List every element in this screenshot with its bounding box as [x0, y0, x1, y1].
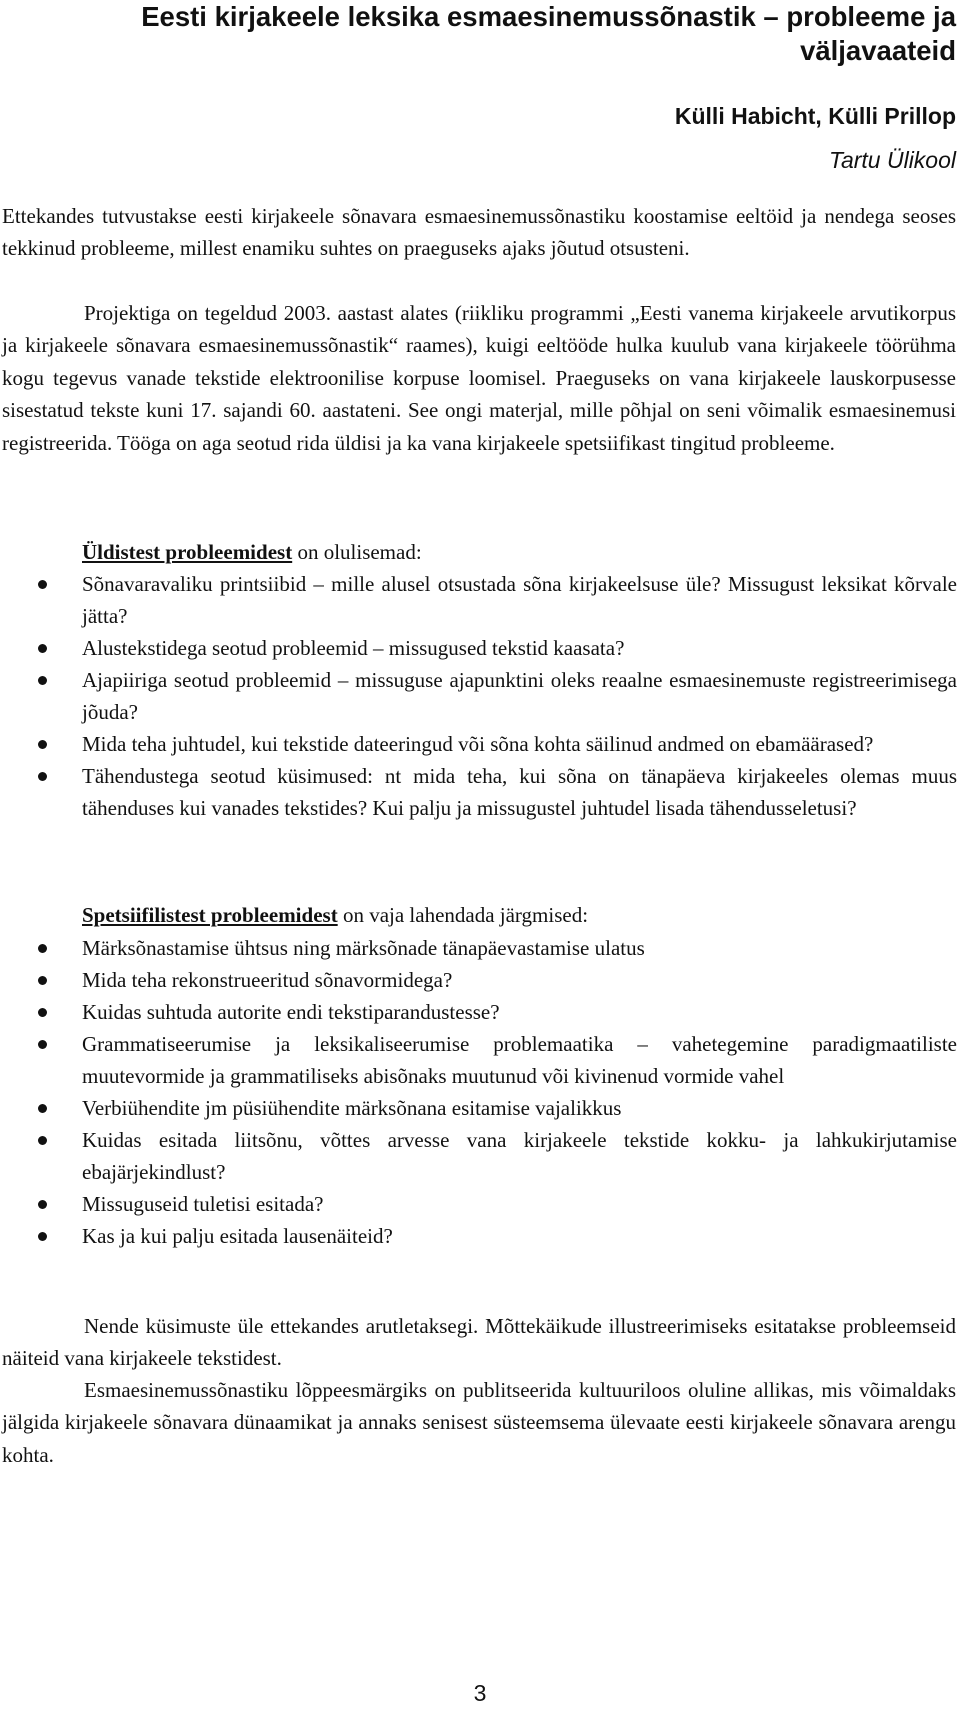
list-item: Missuguseid tuletisi esitada?: [0, 1188, 957, 1220]
list-item: Grammatiseerumise ja leksikaliseerumise problemaatika – vahetegemine paradigmaatiliste muutevormide ja grammatiliseks abisõnaks muutunud või kivinenud vormide vahel: [0, 1028, 957, 1092]
affiliation: Tartu Ülikool: [829, 147, 956, 173]
general-heading-bold: Üldistest probleemidest: [82, 540, 293, 564]
authors: Külli Habicht, Külli Prillop: [674, 103, 956, 129]
specific-heading-rest: on vaja lahendada järgmised:: [337, 903, 589, 927]
specific-problems-list: [0, 932, 957, 1252]
document-title: Eesti kirjakeele leksika esmaesinemussõnastik – probleeme ja väljavaateid: [141, 1, 956, 66]
list-item: Mida teha rekonstrueeritud sõnavormidega?: [0, 964, 957, 996]
list-item: Märksõnastamise ühtsus ning märksõnade tänapäevastamise ulatus: [0, 932, 957, 964]
list-item: Ajapiiriga seotud probleemid – missuguse ajapunktini oleks reaalne esmaesinemuste registreerimisega jõuda?: [0, 664, 957, 728]
page-number: 3: [473, 1680, 487, 1706]
list-item: Kuidas esitada liitsõnu, võttes arvesse vana kirjakeele tekstide kokku- ja lahkukirjutamise ebajärjekindlust?: [0, 1124, 957, 1188]
general-problems-list: [0, 568, 957, 824]
list-item: Mida teha juhtudel, kui tekstide dateeringud või sõna kohta säilinud andmed on ebamäärased?: [0, 728, 957, 760]
list-item: Kas ja kui palju esitada lausenäiteid?: [0, 1220, 957, 1252]
list-item: Kuidas suhtuda autorite endi tekstiparandustesse?: [0, 996, 957, 1028]
list-item: Tähendustega seotud küsimused: nt mida teha, kui sõna on tänapäeva kirjakeeles olemas muus tähenduses kui vanades tekstides? Kui palju ja missugustel juhtudel lisada tähendusseletusi?: [0, 760, 957, 824]
specific-heading-bold: Spetsiifilistest probleemidest: [82, 903, 338, 927]
list-item: Sõnavaravaliku printsiibid – mille alusel otsustada sõna kirjakeelsuse üle? Missugust leksikat kõrvale jätta?: [0, 568, 957, 632]
intro-paragraph: Ettekandes tutvustakse eesti kirjakeele sõnavara esmaesinemussõnastiku koostamise eeltöid ja nendega seoses tekkinud probleeme, millest enamiku suhtes on praeguseks ajaks jõutud otsusteni.: [2, 204, 956, 261]
closing-paragraph-2: Esmaesinemussõnastiku lõppeesmärgiks on publitseerida kultuuriloos oluline allikas, mis võimaldaks jälgida kirjakeele sõnavara dünaamikat ja annaks senisest süsteemsema ülevaate eesti kirjakeele sõnavara arengu kohta.: [2, 1378, 956, 1467]
specific-problems-heading: [82, 899, 588, 931]
project-paragraph: Projektiga on tegeldud 2003. aastast alates (riikliku programmi „Eesti vanema kirjakeele arvutikorpus ja kirjakeele sõnavara esmaesinemussõnastik“ raames), kuigi eeltööde hulka kuulub vana kirjakeele töörühma kogu tegevus vanade tekstide elektroonilise korpuse loomisel. Praeguseks on vana kirjakeele lauskorpusesse sisestatud tekste kuni 17. sajandi 60. aastateni. See ongi materjal, mille põhjal on seni võimalik esmaesinemusi registreerida. Tööga on aga seotud rida üldisi ja ka vana kirjakeele spetsiifikast tingitud probleeme.: [2, 301, 956, 455]
list-item: Verbiühendite jm püsiühendite märksõnana esitamise vajalikkus: [0, 1092, 957, 1124]
general-heading-rest: on olulisemad:: [292, 540, 422, 564]
list-item: Alustekstidega seotud probleemid – missugused tekstid kaasata?: [0, 632, 957, 664]
general-problems-heading: [82, 536, 422, 568]
closing-paragraph-1: Nende küsimuste üle ettekandes arutletaksegi. Mõttekäikude illustreerimiseks esitatakse probleemseid näiteid vana kirjakeele tekstidest.: [2, 1314, 956, 1371]
